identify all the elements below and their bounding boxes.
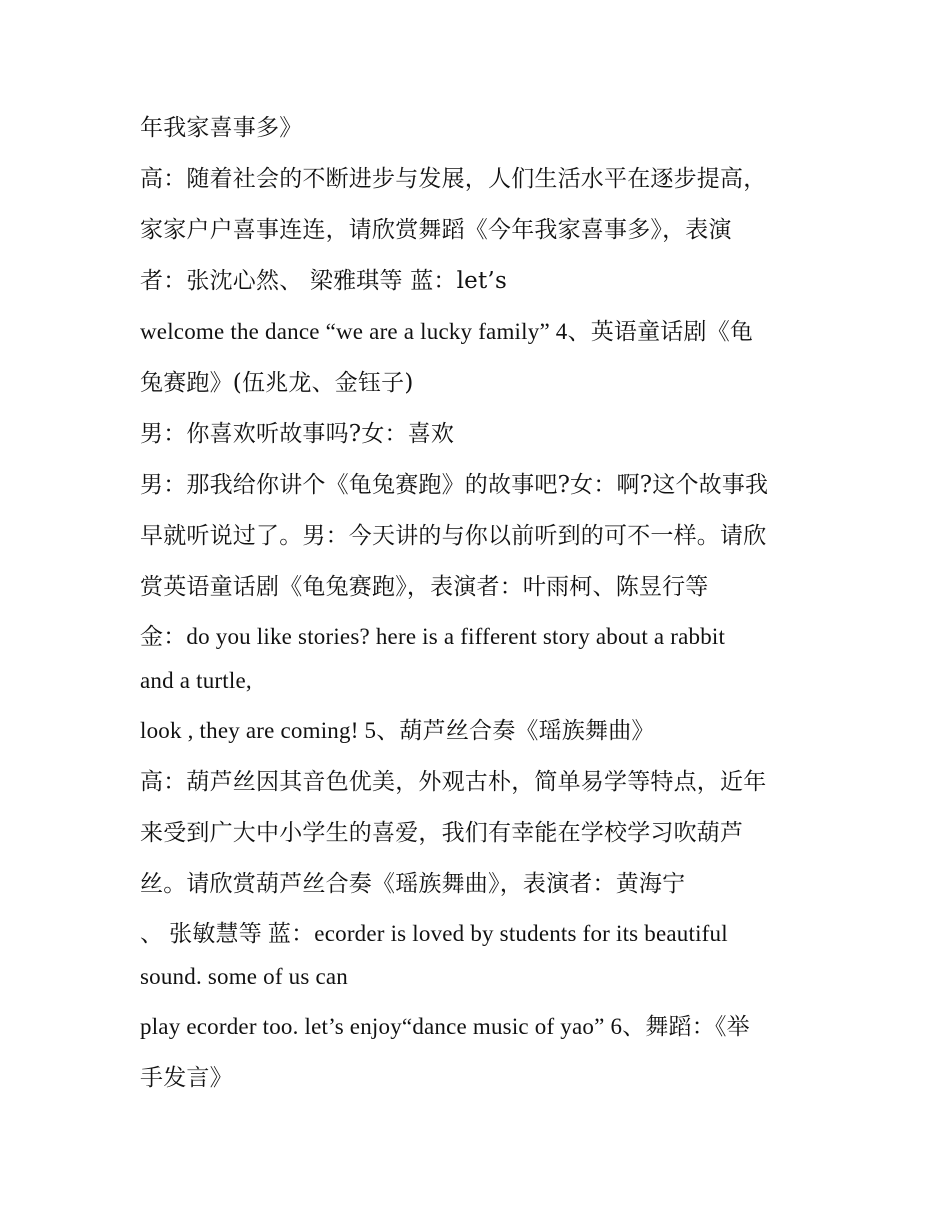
text-line: 高：随着社会的不断进步与发展，人们生活水平在逐步提高， xyxy=(140,166,767,192)
text-line: 年我家喜事多》 xyxy=(140,115,303,141)
text-line: 、 张敏慧等 蓝：ecorder is loved by students for its beautiful xyxy=(140,921,728,946)
text-line: 男：你喜欢听故事吗?女：喜欢 xyxy=(140,421,455,447)
text-line: look , they are coming! 5、葫芦丝合奏《瑶族舞曲》 xyxy=(140,718,655,743)
text-line: sound. some of us can xyxy=(140,964,348,989)
text-line: 家家户户喜事连连，请欣赏舞蹈《今年我家喜事多》，表演 xyxy=(140,217,732,243)
text-line: 早就听说过了。男：今天讲的与你以前听到的可不一样。请欣 xyxy=(140,523,767,549)
text-line: 手发言》 xyxy=(140,1065,233,1091)
text-line: 来受到广大中小学生的喜爱，我们有幸能在学校学习吹葫芦 xyxy=(140,820,744,846)
text-line: play ecorder too. let’s enjoy“dance music of yao” 6、舞蹈：《举 xyxy=(140,1014,750,1039)
text-line: 高：葫芦丝因其音色优美，外观古朴，简单易学等特点，近年 xyxy=(140,769,767,795)
text-line: 丝。请欣赏葫芦丝合奏《瑶族舞曲》，表演者：黄海宁 xyxy=(140,871,686,897)
text-line: and a turtle, xyxy=(140,668,252,693)
text-line: 金：do you like stories? here is a fifferent story about a rabbit xyxy=(140,624,726,649)
text-line: 赏英语童话剧《龟兔赛跑》，表演者：叶雨柯、陈昱行等 xyxy=(140,574,709,600)
text-line: welcome the dance “we are a lucky family” 4、英语童话剧《龟 xyxy=(140,319,754,344)
text-line: 男：那我给你讲个《龟兔赛跑》的故事吧?女：啊?这个故事我 xyxy=(140,472,769,498)
text-line: 者：张沈心然、 梁雅琪等 蓝：let’s xyxy=(140,268,507,294)
text-line: 兔赛跑》(伍兆龙、金钰子) xyxy=(140,370,414,396)
